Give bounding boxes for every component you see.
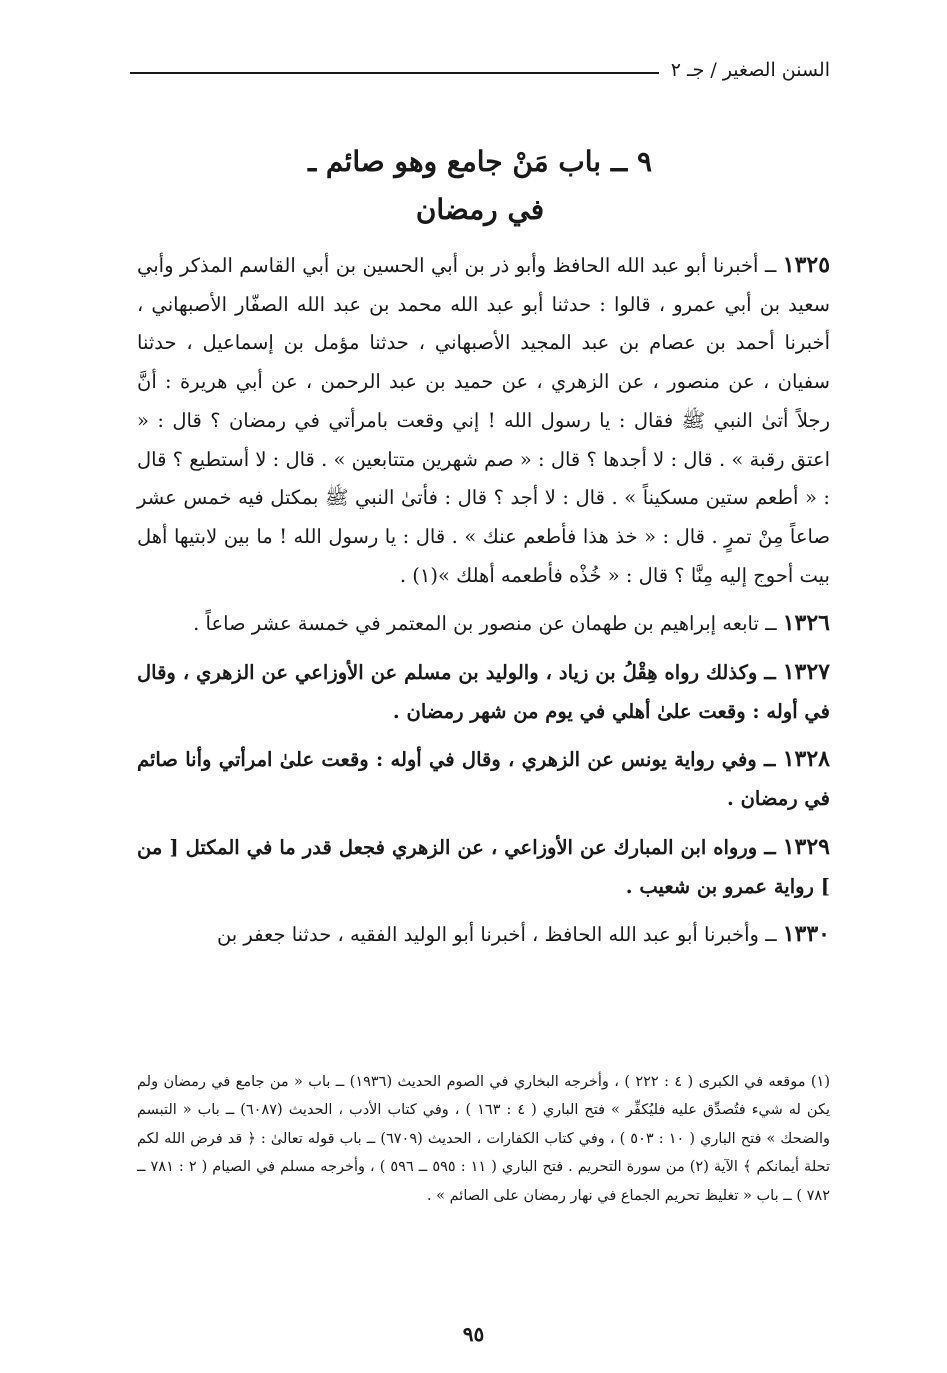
hadith-text: ــ ورواه ابن المبارك عن الأوزاعي ، عن الزهري فجعل قدر ما في المكتل [ من ] رواية عمرو بن شعيب .: [137, 835, 830, 898]
hadith-1327: [137, 653, 830, 731]
hadith-number: ١٣٣٠: [782, 921, 830, 948]
chapter-heading-line-1: ٩ ــ باب مَنْ جامع وهو صائم ـ: [307, 145, 653, 178]
chapter-heading-line-2: في رمضان: [415, 193, 545, 226]
header-rule: [130, 72, 659, 74]
hadith-number: ١٣٢٦: [782, 610, 830, 637]
hadith-text: ــ وفي رواية يونس عن الزهري ، وقال في أوله : وقعت علىٰ امرأتي وأنا صائم في رمضان .: [137, 748, 830, 811]
hadith-number: ١٣٢٥: [782, 252, 831, 278]
footnotes: [137, 1068, 830, 1210]
chapter-heading: [130, 138, 830, 234]
hadith-1330: [137, 915, 830, 955]
main-text: [137, 246, 830, 964]
page-number: ٩٥: [462, 1322, 485, 1346]
header-title: السنن الصغير / جـ ٢: [670, 59, 830, 81]
hadith-number: ١٣٢٧: [782, 659, 830, 686]
hadith-text: ــ أخبرنا أبو عبد الله الحافظ وأبو ذر بن أبي الحسين بن أبي القاسم المذكر وأبي سعيد بن أبي عمرو ، قالوا : حدثنا أبو عبد الله محمد بن عبد الله الصفّار الأصبهاني ، أخبرنا أحمد بن عصام بن عبد المجيد الأصبهاني ، حدثنا مؤمل بن إسماعيل ، حدثنا سفيان ، عن منصور ، عن الزهري ، عن حميد بن عبد الرحمن ، عن أبي هريرة : أنَّ رجلاً أتىٰ النبي ﷺ فقال : يا رسول الله ! إني وقعت بامرأتي في رمضان ؟ قال : « اعتق رقبة » . قال : لا أجدها ؟ قال : « صم شهرين متتابعين » . قال : لا أستطيع ؟ قال : « أطعم ستين مسكيناً » . قال : لا أجد ؟ قال : فأتىٰ النبي ﷺ بمكتل فيه خمس عشر صاعاً مِنْ تمرٍ . قال : « خذ هذا فأطعم عنك » . قال : يا رسول الله ! ما بين لابتيها أهل بيت أحوج إليه مِنَّا ؟ قال : « خُذْه فأطعمه أهلك »(١) .: [137, 254, 830, 587]
hadith-text: ــ تابعه إبراهيم بن طهمان عن منصور بن المعتمر في خمسة عشر صاعاً .: [193, 612, 777, 636]
hadith-number: ١٣٢٩: [782, 833, 830, 860]
running-header: [130, 55, 830, 85]
hadith-1329: [137, 828, 830, 906]
hadith-text: ــ وكذلك رواه هِقْلُ بن زياد ، والوليد بن مسلم عن الأوزاعي عن الزهري ، وقال في أوله : وقعت علىٰ أهلي في يوم من شهر رمضان .: [137, 661, 830, 723]
hadith-1325: [137, 246, 830, 595]
hadith-number: ١٣٢٨: [782, 746, 830, 773]
hadith-1328: [137, 740, 830, 818]
footnote-1: (١) موقعه في الكبرى ( ٤ : ٢٢٢ ) ، وأخرجه البخاري في الصوم الحديث (١٩٣٦) ــ باب « من جامع في رمضان ولم يكن له شيء فتُصدِّق عليه فليُكفِّر » فتح الباري ( ٤ : ١٦٣ ) ، وفي كتاب الأدب ، الحديث (٦٠٨٧) ــ باب « التبسم والضحك » فتح الباري ( ١٠ : ٥٠٣ ) ، وفي كتاب الكفارات ، الحديث (٦٧٠٩) ــ باب قوله تعالىٰ : ﴿ قد فرض الله لكم تحلة أيمانكم ﴾ الآية (٢) من سورة التحريم . فتح الباري ( ١١ : ٥٩٥ ــ ٥٩٦ ) ، وأخرجه مسلم في الصيام ( ٢ : ٧٨١ ــ ٧٨٢ ) ــ باب « تغليظ تحريم الجماع في نهار رمضان على الصائم » .: [137, 1074, 831, 1204]
hadith-1326: [137, 604, 830, 644]
hadith-text: ــ وأخبرنا أبو عبد الله الحافظ ، أخبرنا أبو الوليد الفقيه ، حدثنا جعفر بن: [216, 923, 777, 947]
